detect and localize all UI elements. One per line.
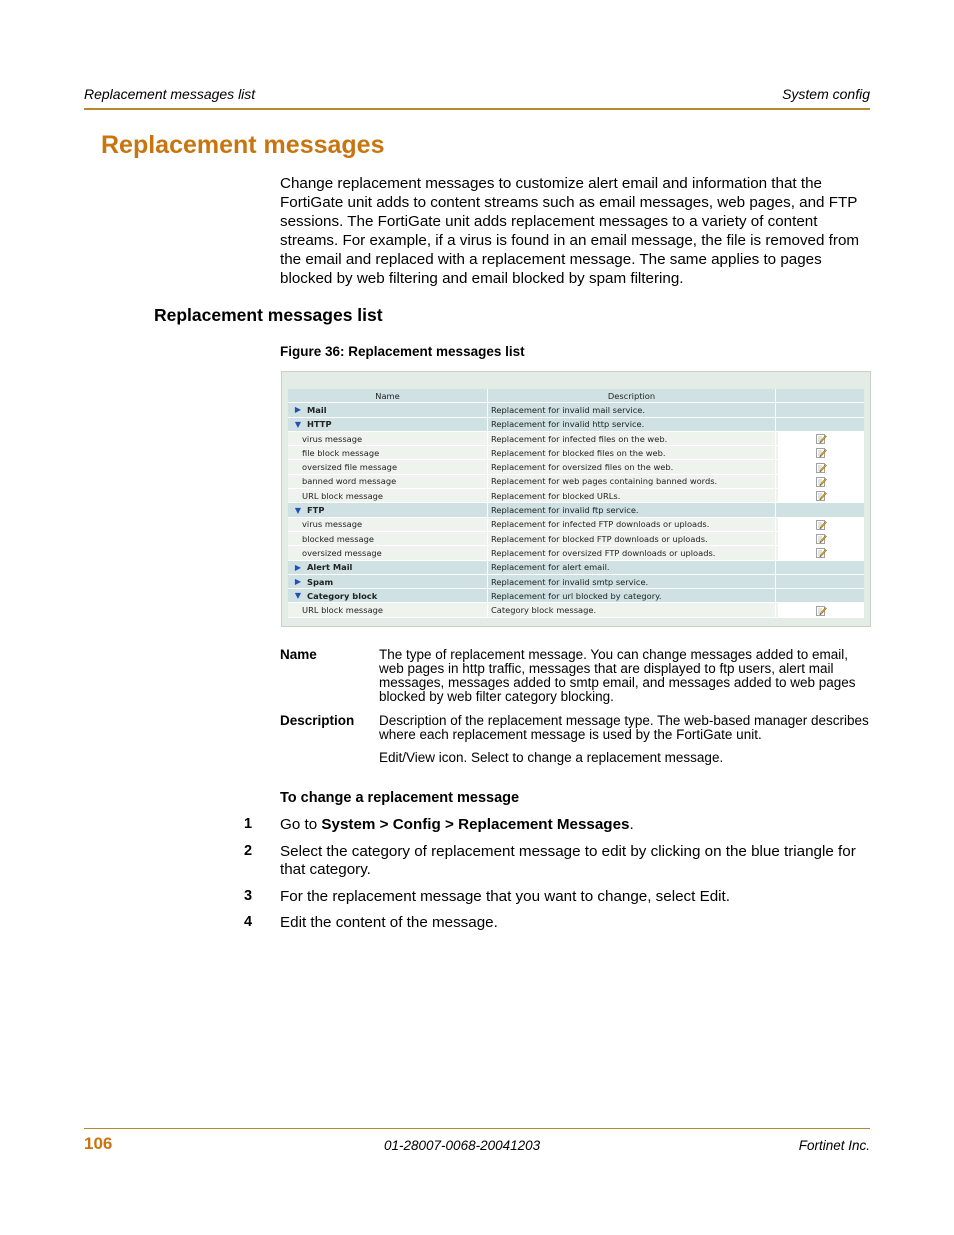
row-description: Replacement for oversized files on the web. bbox=[488, 460, 776, 473]
row-action-cell bbox=[778, 546, 864, 559]
message-row bbox=[288, 518, 864, 532]
column-header-actions bbox=[776, 389, 864, 402]
running-header-right: System config bbox=[782, 86, 870, 102]
step-text: For the replacement message that you want to change, select Edit. bbox=[280, 888, 730, 905]
row-name-cell bbox=[288, 460, 488, 473]
edit-icon[interactable] bbox=[816, 533, 827, 544]
row-name: Category block bbox=[307, 590, 378, 601]
row-description: Replacement for invalid mail service. bbox=[488, 403, 776, 416]
row-action-cell bbox=[778, 475, 864, 488]
section-title: Replacement messages list bbox=[154, 305, 383, 325]
intro-paragraph: Change replacement messages to customize alert email and information that the FortiGate unit adds to content streams such as email messages, web pages, and FTP sessions. The FortiGate unit adds replacement messages to a variety of content streams. For example, if a virus is found in an email message, the file is removed from the email and replaced with a replacement message. The same applies to pages blocked by web filtering and email blocked by spam filtering. bbox=[280, 175, 860, 287]
step-number: 4 bbox=[244, 914, 253, 930]
step-text bbox=[280, 816, 872, 834]
figure-caption: Figure 36: Replacement messages list bbox=[280, 344, 525, 359]
row-name: virus message bbox=[302, 519, 363, 530]
menu-path: System > Config > Replacement Messages bbox=[321, 816, 630, 833]
row-name: Alert Mail bbox=[307, 562, 353, 573]
row-description: Replacement for blocked FTP downloads or uploads. bbox=[488, 532, 776, 545]
row-action-cell bbox=[778, 432, 864, 445]
column-header-name: Name bbox=[288, 389, 488, 402]
message-row bbox=[288, 446, 864, 460]
message-row bbox=[288, 475, 864, 489]
row-name: banned word message bbox=[302, 476, 397, 487]
edit-icon[interactable] bbox=[816, 490, 827, 501]
definition-body-description: Description of the replacement message type. The web-based manager describes where each replacement message is used by the FortiGate unit. bbox=[379, 713, 869, 742]
row-description: Replacement for infected files on the web. bbox=[488, 432, 776, 445]
definition-term-name: Name bbox=[280, 647, 317, 662]
row-name-cell bbox=[288, 575, 488, 588]
collapsed-triangle-icon[interactable]: ▶ bbox=[294, 562, 302, 572]
row-name-cell bbox=[288, 589, 488, 602]
category-row[interactable] bbox=[288, 561, 864, 575]
row-action-cell bbox=[776, 561, 864, 574]
row-description: Replacement for invalid smtp service. bbox=[488, 575, 776, 588]
edit-icon[interactable] bbox=[816, 462, 827, 473]
step-text: Edit the content of the message. bbox=[280, 914, 498, 931]
edit-icon[interactable] bbox=[816, 433, 827, 444]
row-name-cell bbox=[288, 561, 488, 574]
row-name-cell bbox=[288, 475, 488, 488]
row-description: Category block message. bbox=[488, 603, 776, 616]
row-action-cell bbox=[778, 518, 864, 531]
row-action-cell bbox=[776, 589, 864, 602]
row-description: Replacement for alert email. bbox=[488, 561, 776, 574]
row-action-cell bbox=[778, 446, 864, 459]
message-row bbox=[288, 603, 864, 617]
category-row[interactable] bbox=[288, 503, 864, 517]
row-action-cell bbox=[778, 460, 864, 473]
row-name-cell bbox=[288, 418, 488, 431]
message-row bbox=[288, 432, 864, 446]
category-row[interactable] bbox=[288, 589, 864, 603]
row-name: virus message bbox=[302, 433, 363, 444]
collapsed-triangle-icon[interactable]: ▶ bbox=[294, 405, 302, 415]
message-row bbox=[288, 489, 864, 503]
row-description: Replacement for url blocked by category. bbox=[488, 589, 776, 602]
row-description: Replacement for web pages containing banned words. bbox=[488, 475, 776, 488]
message-row bbox=[288, 532, 864, 546]
message-row bbox=[288, 546, 864, 560]
row-description: Replacement for infected FTP downloads or uploads. bbox=[488, 518, 776, 531]
row-action-cell bbox=[778, 489, 864, 502]
row-name: FTP bbox=[307, 505, 325, 516]
edit-icon[interactable] bbox=[816, 605, 827, 616]
row-action-cell bbox=[776, 418, 864, 431]
edit-icon[interactable] bbox=[816, 476, 827, 487]
row-action-cell bbox=[778, 532, 864, 545]
row-name: blocked message bbox=[302, 533, 375, 544]
column-header-description: Description bbox=[488, 389, 776, 402]
category-row[interactable] bbox=[288, 575, 864, 589]
edit-icon[interactable] bbox=[816, 547, 827, 558]
row-action-cell bbox=[776, 575, 864, 588]
message-row bbox=[288, 460, 864, 474]
row-action-cell bbox=[776, 403, 864, 416]
category-row[interactable] bbox=[288, 418, 864, 432]
edit-icon[interactable] bbox=[816, 447, 827, 458]
row-name-cell bbox=[288, 518, 488, 531]
expanded-triangle-icon[interactable]: ▼ bbox=[294, 505, 302, 515]
collapsed-triangle-icon[interactable]: ▶ bbox=[294, 577, 302, 586]
row-name: Mail bbox=[307, 404, 327, 415]
page-number: 106 bbox=[84, 1134, 113, 1153]
row-name: URL block message bbox=[302, 605, 384, 616]
row-name: oversized message bbox=[302, 547, 382, 558]
row-name-cell bbox=[288, 503, 488, 516]
row-name-cell bbox=[288, 403, 488, 416]
table-header bbox=[288, 389, 864, 403]
row-name-cell bbox=[288, 603, 488, 616]
header-rule bbox=[84, 108, 870, 110]
row-name-cell bbox=[288, 432, 488, 445]
step-number: 2 bbox=[244, 843, 253, 859]
step-text-suffix: . bbox=[629, 816, 634, 833]
row-description: Replacement for blocked files on the web. bbox=[488, 446, 776, 459]
row-name-cell bbox=[288, 446, 488, 459]
row-name-cell bbox=[288, 546, 488, 559]
procedure-title: To change a replacement message bbox=[280, 790, 520, 806]
row-name: HTTP bbox=[307, 419, 332, 430]
replacement-messages-screenshot bbox=[281, 371, 871, 627]
row-name-cell bbox=[288, 489, 488, 502]
company-name: Fortinet Inc. bbox=[798, 1138, 870, 1153]
step-number: 3 bbox=[244, 888, 253, 904]
expanded-triangle-icon[interactable]: ▼ bbox=[294, 419, 302, 429]
definition-body-name: The type of replacement message. You can change messages added to email, web pages in http traffic, messages that are displayed to ftp users, alert mail messages, messages added to smtp email, and messages added to web pages blocked by web filter category blocking. bbox=[379, 647, 856, 704]
table-body bbox=[288, 403, 864, 617]
row-action-cell bbox=[778, 603, 864, 616]
edit-icon[interactable] bbox=[816, 519, 827, 530]
row-description: Replacement for invalid http service. bbox=[488, 418, 776, 431]
row-name: file block message bbox=[302, 447, 380, 458]
running-header-left: Replacement messages list bbox=[84, 86, 256, 102]
expanded-triangle-icon[interactable]: ▼ bbox=[294, 591, 302, 601]
replacement-messages-table bbox=[288, 389, 864, 618]
row-description: Replacement for blocked URLs. bbox=[488, 489, 776, 502]
document-id: 01-28007-0068-20041203 bbox=[384, 1138, 541, 1153]
step-text: Select the category of replacement message to edit by clicking on the blue triangle for that category. bbox=[280, 843, 856, 878]
row-action-cell bbox=[776, 503, 864, 516]
category-row[interactable] bbox=[288, 403, 864, 417]
footer-rule bbox=[84, 1128, 870, 1129]
step-text-prefix: Go to bbox=[280, 816, 322, 833]
definition-body-edit-icon: Edit/View icon. Select to change a replacement message. bbox=[379, 750, 724, 765]
step-number: 1 bbox=[244, 816, 253, 832]
page-title: Replacement messages bbox=[101, 131, 385, 159]
row-description: Replacement for oversized FTP downloads or uploads. bbox=[488, 546, 776, 559]
definition-term-description: Description bbox=[280, 713, 355, 728]
row-name: URL block message bbox=[302, 490, 384, 501]
row-name: oversized file message bbox=[302, 462, 398, 473]
row-description: Replacement for invalid ftp service. bbox=[488, 503, 776, 516]
row-name-cell bbox=[288, 532, 488, 545]
row-name: Spam bbox=[307, 576, 334, 587]
